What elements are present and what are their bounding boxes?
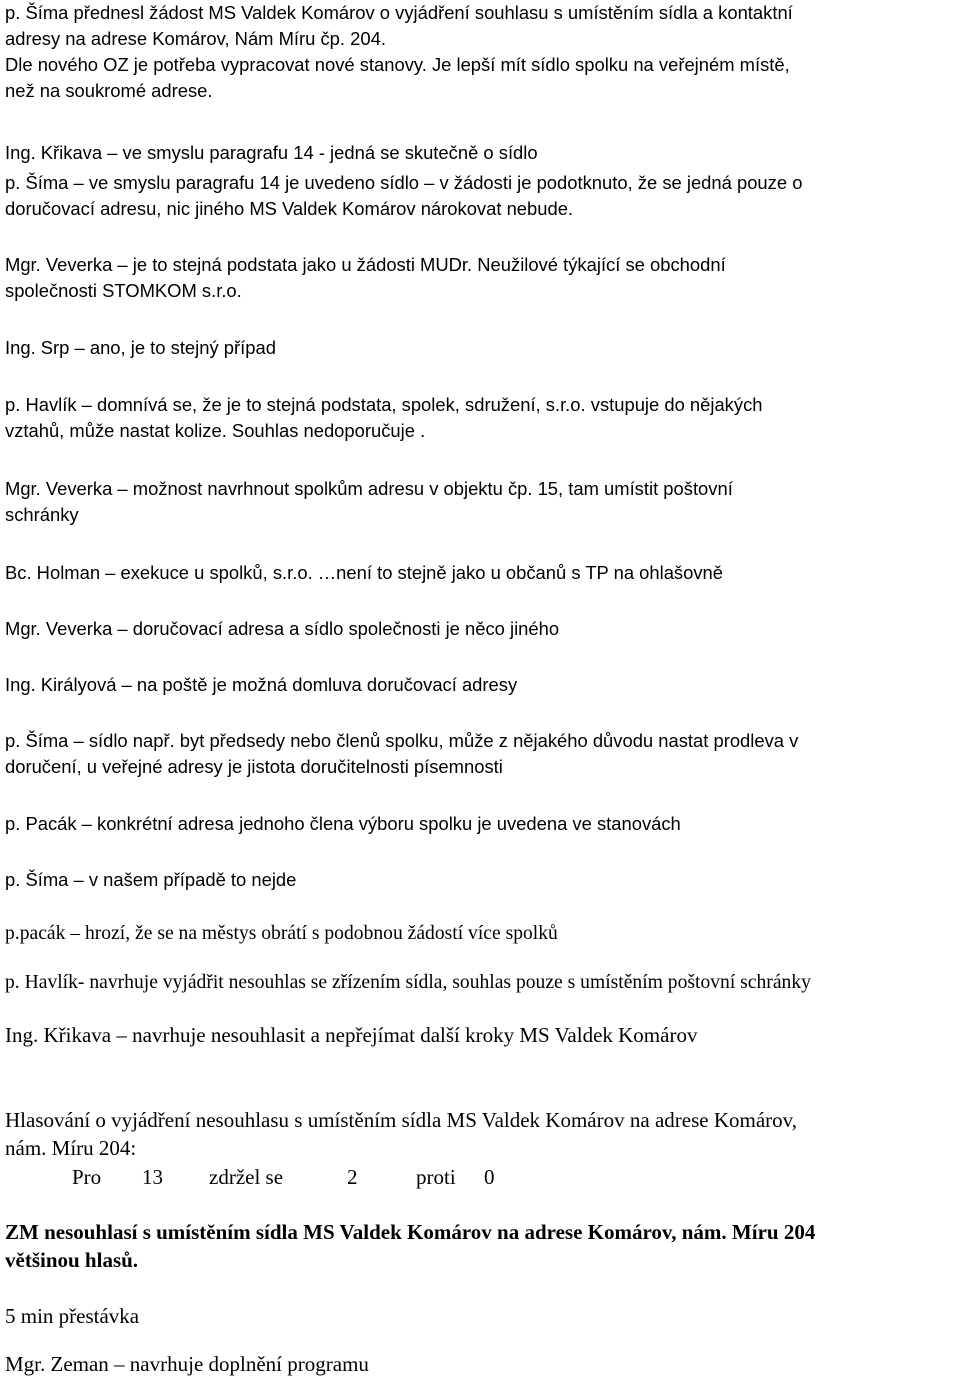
text-line: než na soukromé adrese.: [5, 80, 213, 101]
text-line: Mgr. Veverka – možnost navrhnout spolkům adresu v objektu čp. 15, tam umístit poštovní: [5, 478, 733, 499]
text-line: Mgr. Veverka – je to stejná podstata jako u žádosti MUDr. Neužilové týkající se obchodní: [5, 254, 726, 275]
text-line: vztahů, může nastat kolize. Souhlas nedoporučuje .: [5, 420, 426, 441]
text-line: Ing. Királyová – na poště je možná domluva doručovací adresy: [5, 674, 518, 695]
paragraph-krikava-2: [5, 1021, 957, 1049]
text-line: 5 min přestávka: [5, 1304, 140, 1328]
vote-pro-label: Pro: [72, 1165, 102, 1189]
vote-abstain-label: zdržel se: [209, 1165, 284, 1189]
paragraph-pacak-2: [5, 921, 957, 947]
text-line: p. Havlík- navrhuje vyjádřit nesouhlas se zřízením sídla, souhlas pouze s umístěním poštovní schránky: [5, 972, 811, 993]
text-line: adresy na adrese Komárov, Nám Míru čp. 204.: [5, 28, 386, 49]
text-line: p. Pacák – konkrétní adresa jednoho člena výboru spolku je uvedena ve stanovách: [5, 813, 681, 834]
text-line: Ing. Srp – ano, je to stejný případ: [5, 337, 276, 358]
text-line: doručení, u veřejné adresy je jistota doručitelnosti písemnosti: [5, 756, 503, 777]
text-line: Bc. Holman – exekuce u spolků, s.r.o. …není to stejně jako u občanů s TP na ohlašovně: [5, 562, 724, 583]
text-line: Ing. Křikava – ve smyslu paragrafu 14 - jedná se skutečně o sídlo: [5, 142, 538, 163]
paragraph-kiralyova: [5, 672, 957, 698]
paragraph-zeman: [5, 1350, 957, 1378]
paragraph-holman: [5, 560, 957, 586]
vote-against-value: 0: [484, 1165, 495, 1189]
vote-against-label: proti: [416, 1165, 456, 1189]
vote-pro-value: 13: [142, 1165, 163, 1189]
text-line: p.pacák – hrozí, že se na městys obrátí s podobnou žádostí více spolků: [5, 923, 558, 944]
paragraph-srp: [5, 335, 957, 361]
text-line: doručovací adresu, nic jiného MS Valdek Komárov nárokovat nebude.: [5, 198, 574, 219]
vote-abstain-value: 2: [347, 1165, 358, 1189]
paragraph-vote-heading: [5, 1106, 957, 1162]
text-line: Hlasování o vyjádření nesouhlasu s umístěním sídla MS Valdek Komárov na adrese Komárov,: [5, 1108, 798, 1132]
text-line: p. Havlík – domnívá se, že je to stejná podstata, spolek, sdružení, s.r.o. vstupuje do nějakých: [5, 394, 763, 415]
text-line: společnosti STOMKOM s.r.o.: [5, 280, 242, 301]
paragraph-havlik-2: [5, 970, 957, 996]
paragraph-havlik-1: [5, 392, 957, 444]
text-line: ZM nesouhlasí s umístěním sídla MS Valdek Komárov na adrese Komárov, nám. Míru 204: [5, 1220, 816, 1244]
resolution-text: [5, 1218, 957, 1274]
paragraph-pacak-1: [5, 811, 957, 837]
text-line: Ing. Křikava – navrhuje nesouhlasit a nepřejímat další kroky MS Valdek Komárov: [5, 1023, 698, 1047]
paragraph-krikava-1: [5, 140, 957, 166]
text-line: nám. Míru 204:: [5, 1136, 137, 1160]
paragraph-sima-3: [5, 867, 957, 893]
text-line: p. Šíma přednesl žádost MS Valdek Komárov o vyjádření souhlasu s umístěním sídla a kontaktní: [5, 2, 793, 23]
text-line: schránky: [5, 504, 79, 525]
text-line: Dle nového OZ je potřeba vypracovat nové stanovy. Je lepší mít sídlo spolku na veřejném místě,: [5, 54, 790, 75]
text-line: Mgr. Zeman – navrhuje doplnění programu: [5, 1352, 369, 1376]
paragraph-sima-2: [5, 728, 957, 780]
paragraph-sima-request: [5, 0, 957, 104]
break-note: [5, 1302, 957, 1330]
text-line: p. Šíma – ve smyslu paragrafu 14 je uvedeno sídlo – v žádosti je podotknuto, že se jedná pouze o: [5, 172, 803, 193]
text-line: Mgr. Veverka – doručovací adresa a sídlo společnosti je něco jiného: [5, 618, 560, 639]
paragraph-veverka-3: [5, 616, 957, 642]
paragraph-sima-1: [5, 170, 957, 222]
text-line: p. Šíma – sídlo např. byt předsedy nebo členů spolku, může z nějakého důvodu nastat prodleva v: [5, 730, 799, 751]
text-line: p. Šíma – v našem případě to nejde: [5, 869, 297, 890]
text-line: většinou hlasů.: [5, 1248, 139, 1272]
paragraph-veverka-2: [5, 476, 957, 528]
paragraph-veverka-1: [5, 252, 957, 304]
